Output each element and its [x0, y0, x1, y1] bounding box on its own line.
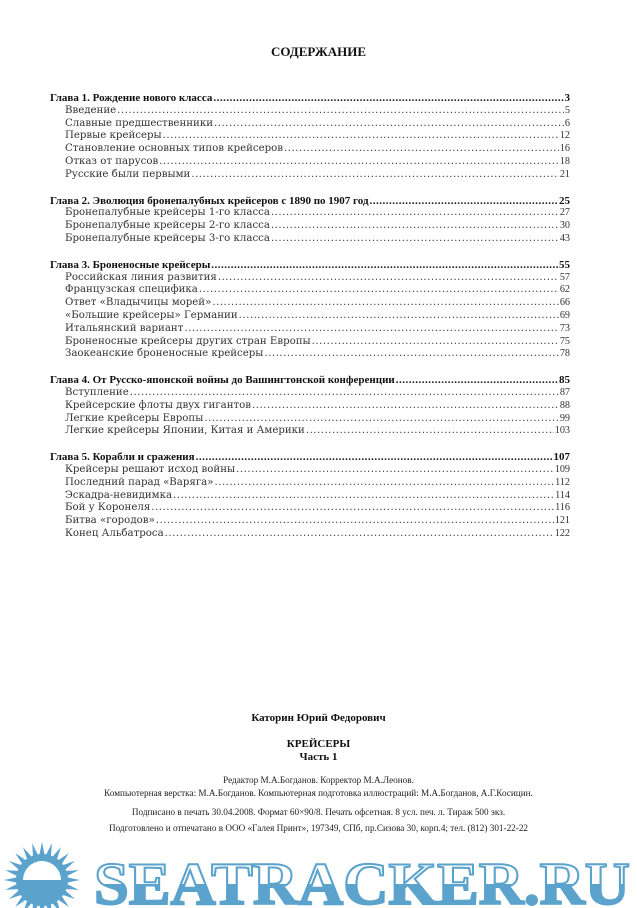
leader-dots	[396, 374, 558, 387]
leader-dots	[236, 464, 554, 477]
toc-page-number: 62	[559, 284, 570, 296]
toc-entry[interactable]	[50, 118, 570, 131]
leader-dots	[163, 130, 559, 143]
toc-chapter	[50, 374, 570, 438]
toc-entry[interactable]	[50, 105, 570, 118]
toc-entry-title: Крейсеры решают исход войны	[65, 463, 236, 475]
editor-line: Редактор М.А.Богданов. Корректор М.А.Леонов.	[223, 775, 414, 785]
toc-entry-title: Славные предшественники	[65, 117, 213, 129]
toc-page-number: 75	[559, 335, 570, 347]
toc-chapter	[50, 451, 570, 541]
toc-entry[interactable]	[50, 233, 570, 246]
leader-dots	[165, 528, 554, 541]
toc-page-number: 27	[559, 207, 570, 219]
toc-entry[interactable]	[50, 207, 570, 220]
leader-dots	[211, 259, 558, 272]
leader-dots	[218, 272, 559, 285]
leader-dots	[213, 92, 563, 105]
toc-page-number: 87	[559, 386, 570, 398]
watermark-logo	[0, 840, 637, 908]
leader-dots	[117, 105, 564, 118]
toc-entry-title: Русские были первыми	[65, 168, 191, 180]
toc-page-number: 18	[559, 155, 570, 167]
toc-entry-title: Легкие крейсеры Европы	[65, 412, 204, 424]
toc-entry[interactable]	[50, 336, 570, 349]
toc-page-number: 66	[559, 297, 570, 309]
toc-entry-title: Легкие крейсеры Японии, Китая и Америки	[65, 425, 305, 437]
leader-dots	[264, 348, 558, 361]
toc-entry-title: Битва «городов»	[65, 515, 155, 527]
toc-entry-title: Бронепалубные крейсеры 1-го класса	[65, 207, 270, 219]
leader-dots	[370, 195, 558, 208]
toc-entry-title: Глава 2. Эволюция бронепалубных крейсеров с 1890 по 1907 год	[50, 194, 369, 207]
toc-entry[interactable]	[50, 272, 570, 285]
toc-entry-title: Броненосные крейсеры других стран Европы	[65, 335, 311, 347]
toc-entry[interactable]	[50, 348, 570, 361]
toc-page-number: 99	[559, 412, 570, 424]
toc-chapter-heading[interactable]	[50, 451, 570, 464]
toc-entry-title: Вступление	[65, 386, 129, 398]
toc-entry-title: Глава 3. Броненосные крейсеры	[50, 258, 211, 271]
toc-entry[interactable]	[50, 515, 570, 528]
toc-entry-title: Французская специфика	[65, 284, 198, 296]
toc-entry-title: Эскадра-невидимка	[65, 489, 173, 501]
toc-entry-title: Бой у Коронеля	[65, 502, 151, 514]
toc-entry-title: Глава 4. От Русско-японской войны до Вашингтонской конференции	[50, 374, 395, 387]
toc-page-number: 78	[559, 348, 570, 360]
toc-page-number: 30	[559, 220, 570, 232]
toc-entry-title: Крейсерские флоты двух гигантов	[65, 399, 251, 411]
leader-dots	[212, 297, 558, 310]
toc-chapter	[50, 92, 570, 182]
toc-entry[interactable]	[50, 220, 570, 233]
leader-dots	[191, 169, 558, 182]
toc-page-number: 25	[559, 194, 570, 207]
leader-dots	[284, 143, 559, 156]
toc-page-number: 57	[559, 271, 570, 283]
toc-entry[interactable]	[50, 528, 570, 541]
toc-entry-title: Становление основных типов крейсеров	[65, 143, 284, 155]
toc-page-number: 69	[559, 309, 570, 321]
toc-page-number: 43	[559, 232, 570, 244]
toc-entry[interactable]	[50, 490, 570, 503]
toc-page-number: 116	[555, 502, 570, 514]
toc-entry-title: Глава 5. Корабли и сражения	[50, 451, 195, 464]
sun-icon	[4, 842, 80, 908]
toc-page-number: 16	[559, 143, 570, 155]
toc-entry[interactable]	[50, 130, 570, 143]
toc-entry[interactable]	[50, 323, 570, 336]
toc-entry-title: Российская линия развития	[65, 271, 217, 283]
leader-dots	[156, 515, 554, 528]
leader-dots	[271, 233, 559, 246]
toc-entry-title: Глава 1. Рождение нового класса	[50, 92, 213, 104]
toc-entry[interactable]	[50, 156, 570, 169]
toc-page-number: 85	[559, 374, 570, 387]
toc-entry-title: Ответ «Владычицы морей»	[65, 297, 212, 309]
leader-dots	[173, 490, 554, 503]
toc-page-number: 121	[554, 515, 570, 527]
toc-entry[interactable]	[50, 400, 570, 413]
leader-dots	[184, 323, 558, 336]
leader-dots	[199, 284, 559, 297]
leader-dots	[312, 336, 559, 349]
toc-page-number: 114	[555, 489, 570, 501]
author-name: Каторин Юрий Федорович	[251, 712, 386, 724]
toc-chapter	[50, 259, 570, 361]
toc-entry[interactable]	[50, 310, 570, 323]
toc-entry-title: Отказ от парусов	[65, 155, 159, 167]
toc-entry-title: Введение	[65, 104, 117, 116]
toc-chapter-heading[interactable]	[50, 374, 570, 387]
leader-dots	[252, 400, 559, 413]
book-part: Часть 1	[299, 751, 338, 763]
toc-chapter	[50, 195, 570, 246]
leader-dots	[271, 220, 559, 233]
toc-entry[interactable]	[50, 284, 570, 297]
page-title: СОДЕРЖАНИЕ	[270, 44, 367, 59]
leader-dots	[151, 502, 554, 515]
toc-page-number: 12	[559, 130, 570, 142]
toc-entry[interactable]	[50, 502, 570, 515]
toc-page-number: 109	[554, 463, 570, 475]
toc-page-number: 21	[559, 168, 570, 180]
toc-chapter-heading[interactable]	[50, 259, 570, 272]
toc-page-number: 103	[554, 425, 570, 437]
toc-page-number: 55	[559, 258, 570, 271]
toc-page-number: 88	[559, 399, 570, 411]
toc-page-number: 5	[564, 104, 570, 116]
toc-page-number: 122	[554, 527, 570, 539]
printed-line: Подготовлено и отпечатано в ООО «Галея Принт», 197349, СПб, пр.Сизова 30, корп.4; тел. (812) 301-22-22	[108, 823, 529, 833]
toc-entry-title: Последний парад «Варяга»	[65, 476, 214, 488]
signed-line: Подписано в печать 30.04.2008. Формат 60×90/8. Печать офсетная. 8 усл. печ. л. Тираж 500 экз.	[131, 807, 506, 817]
leader-dots	[204, 413, 558, 426]
toc-page-number: 6	[564, 117, 570, 129]
toc-entry-title: Итальянский вариант	[65, 322, 184, 334]
toc-chapter-heading[interactable]	[50, 195, 570, 208]
toc-entry[interactable]	[50, 297, 570, 310]
toc-page-number: 73	[559, 322, 570, 334]
table-of-contents	[50, 92, 570, 554]
toc-entry[interactable]	[50, 169, 570, 182]
book-title: КРЕЙСЕРЫ	[286, 738, 351, 750]
toc-entry-title: Заокеанские броненосные крейсеры	[65, 348, 264, 360]
leader-dots	[214, 477, 554, 490]
toc-entry[interactable]	[50, 464, 570, 477]
toc-entry-title: Конец Альбатроса	[65, 527, 164, 539]
toc-entry[interactable]	[50, 413, 570, 426]
leader-dots	[306, 425, 554, 438]
watermark-text: SEATRACKER.RU	[94, 851, 630, 908]
toc-entry-title: Бронепалубные крейсеры 2-го класса	[65, 220, 270, 232]
toc-entry[interactable]	[50, 387, 570, 400]
leader-dots	[214, 118, 564, 131]
leader-dots	[159, 156, 559, 169]
toc-page-number: 3	[564, 92, 570, 104]
leader-dots	[196, 451, 553, 464]
leader-dots	[130, 387, 559, 400]
leader-dots	[271, 207, 559, 220]
leader-dots	[239, 310, 559, 323]
toc-page-number: 112	[555, 476, 570, 488]
toc-entry-title: Бронепалубные крейсеры 3-го класса	[65, 232, 270, 244]
layout-line: Компьютерная верстка: М.А.Богданов. Компьютерная подготовка иллюстраций: М.А.Богданов, А.Г.Косицин.	[104, 788, 533, 798]
toc-entry[interactable]	[50, 143, 570, 156]
toc-entry[interactable]	[50, 477, 570, 490]
toc-page-number: 107	[553, 451, 570, 464]
toc-chapter-heading[interactable]	[50, 92, 570, 105]
toc-entry[interactable]	[50, 425, 570, 438]
toc-entry-title: «Большие крейсеры» Германии	[65, 309, 238, 321]
toc-entry-title: Первые крейсеры	[65, 130, 162, 142]
